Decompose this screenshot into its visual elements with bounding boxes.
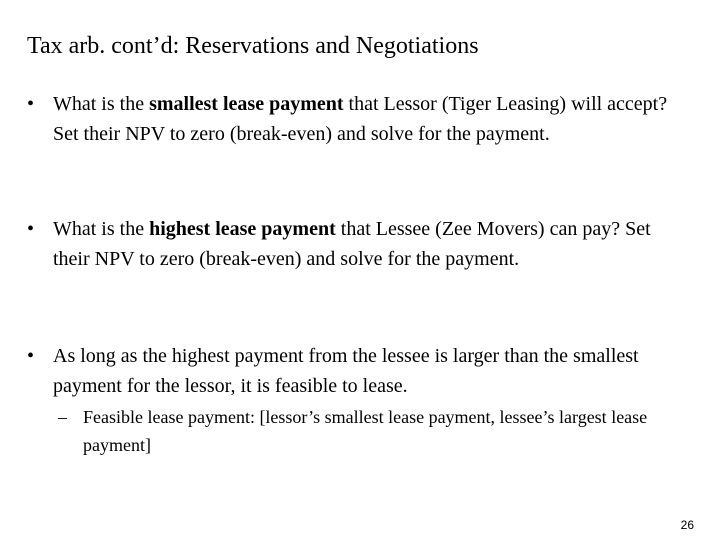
sub-bullet-text: Feasible lease payment: [lessor’s smallest lease payment, lessee’s largest lease payment] — [83, 407, 648, 455]
bullet-feasible-to-lease — [27, 341, 687, 401]
bullet-text-start: What is the — [53, 218, 150, 240]
slide-title: Tax arb. cont’d: Reservations and Negotiations — [27, 33, 479, 59]
bullet-text — [53, 214, 687, 274]
bullet-text-start: What is the — [53, 93, 150, 115]
bullet-text — [53, 89, 687, 149]
sub-bullet-marker: – — [58, 407, 67, 427]
bullet-text-end: that Lessee (Zee Movers) can pay? Set their NPV to zero (break-even) and solve for the payment. — [53, 218, 651, 270]
page-number: 26 — [680, 518, 694, 532]
bullet-text: As long as the highest payment from the lessee is larger than the smallest payment for the lessor, it is feasible to lease. — [53, 345, 639, 397]
bullet-text-bold: smallest lease payment — [149, 93, 344, 115]
bullet-text-bold: highest lease payment — [149, 218, 336, 240]
bullet-marker: • — [27, 218, 35, 240]
bullet-highest-lease-payment — [27, 214, 687, 274]
bullet-text-end: that Lessor (Tiger Leasing) will accept? Set their NPV to zero (break-even) and solve for the payment. — [53, 93, 668, 145]
bullet-marker: • — [27, 93, 35, 115]
sub-bullet-feasible-range — [58, 403, 678, 459]
bullet-smallest-lease-payment — [27, 89, 687, 149]
bullet-marker: • — [27, 345, 35, 367]
